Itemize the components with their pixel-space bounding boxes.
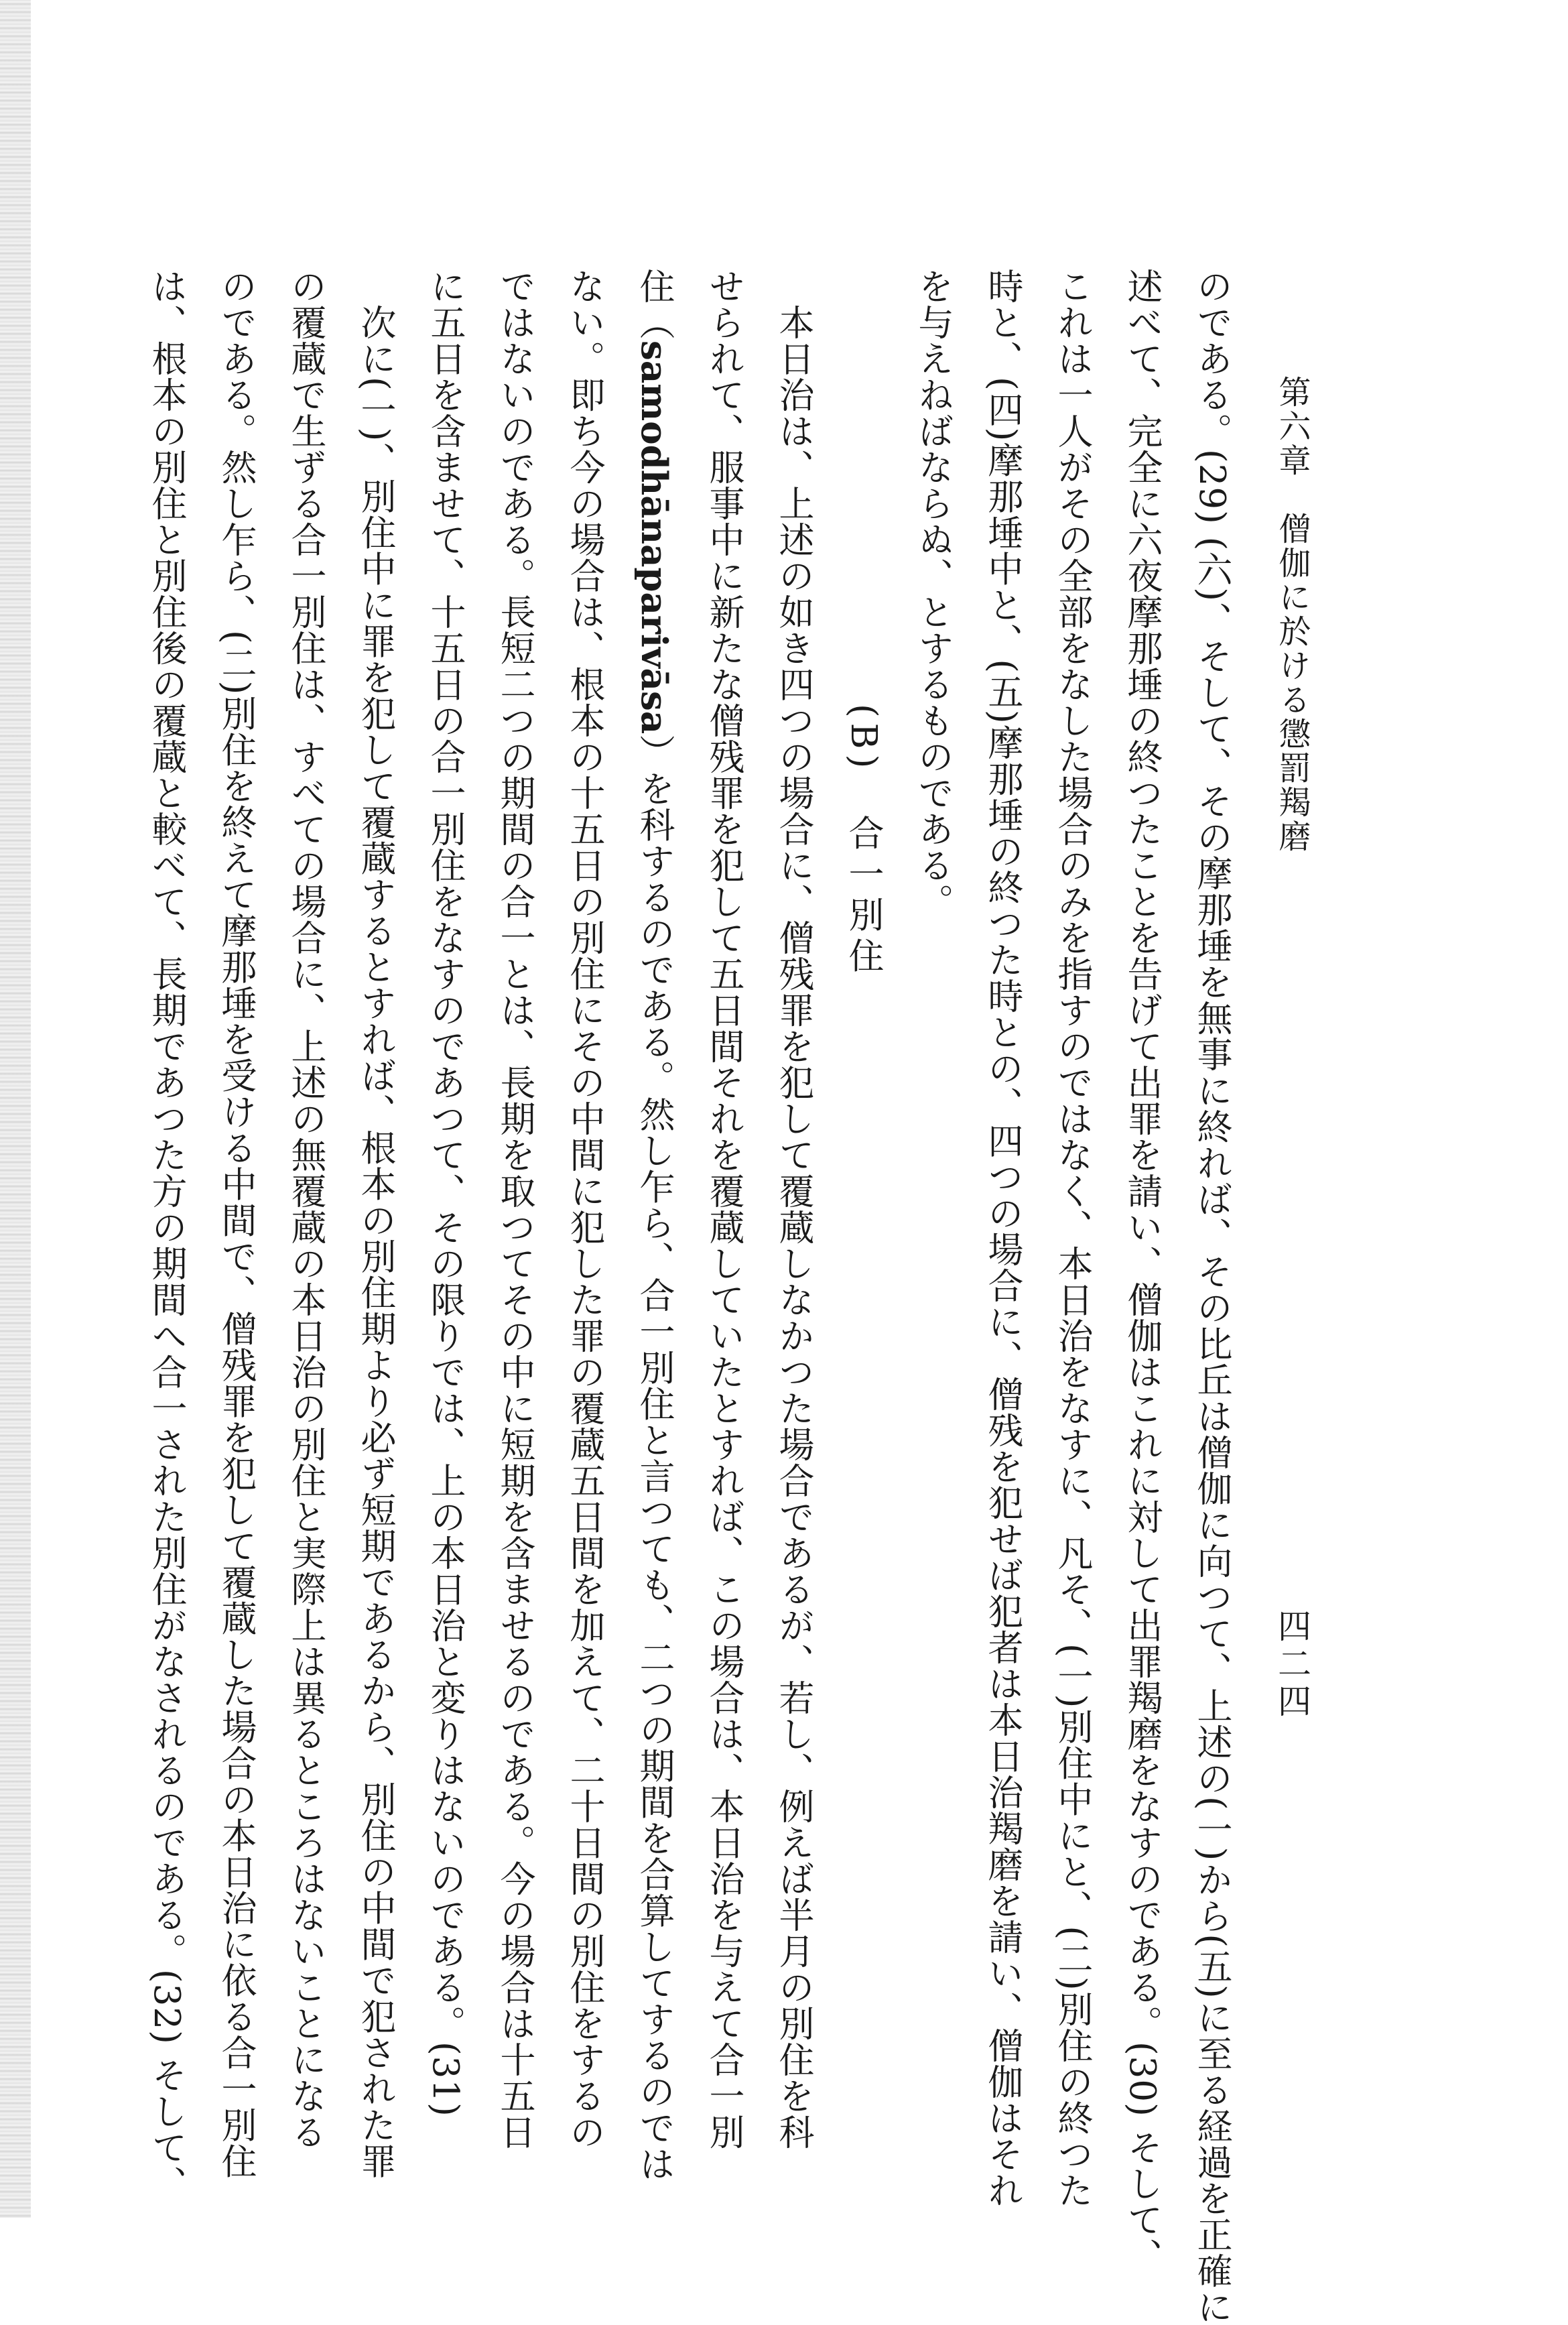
text-line: に五日を含ませて、十五日の合一別住をなすのであつて、その限りでは、上の本日治と変りはないのである。(31)	[425, 268, 466, 2117]
text-line: のである。然し乍ら、(二)別住を終えて摩那埵を受ける中間で、僧残罪を犯して覆蔵した場合の本日治に依る合一別住	[216, 268, 257, 2180]
text-line: ない。即ち今の場合は、根本の十五日の別住にその中間に犯した罪の覆蔵五日間を加えて、二十日間の別住をするの	[564, 268, 605, 2150]
section-heading: (B) 合一別住	[843, 704, 884, 979]
text-line: を与えねばならぬ、とするものである。	[913, 268, 954, 920]
text-line: ではないのである。長短二つの期間の合一とは、長期を取つてその中に短期を含ませるのである。今の場合は十五日	[495, 268, 535, 2150]
text-line: これは一人がその全部をなした場合のみを指すのではなく、本日治をなすに、凡そ、(一)別住中にと、(二)別住の終つた	[1052, 268, 1093, 2208]
sanskrit-term: samodhānaparivāsa	[633, 340, 675, 735]
text-fragment: 住（	[634, 268, 675, 340]
text-line	[619, 268, 689, 2182]
body-text	[131, 268, 1246, 2325]
text-fragment: ）を科するのである。然し乍ら、合一別住と言つても、二つの期間を合算してするのでは	[634, 734, 675, 2182]
text-line: は、根本の別住と別住後の覆蔵と較べて、長期であつた方の期間へ合一された別住がなされるのである。(32) そして、	[146, 268, 187, 2202]
text-line: 時と、(四)摩那埵中と、(五)摩那埵の終つた時との、四つの場合に、僧残を犯せば犯者は本日治羯磨を請い、僧伽はそれ	[982, 268, 1023, 2208]
text-line: 述べて、完全に六夜摩那埵の終つたことを告げて出罪を請い、僧伽はこれに対して出罪羯磨をなすのである。(30) そして、	[1122, 268, 1163, 2274]
text-line: の覆蔵で生ずる合一別住は、すべての場合に、上述の無覆蔵の本日治の別住と実際上は異るところはないことになる	[285, 268, 326, 2150]
text-line: 次に(一)、別住中に罪を犯して覆蔵するとすれば、根本の別住期より必ず短期であるから、別住の中間で犯された罪	[355, 268, 396, 2180]
text-line: 本日治は、上述の如き四つの場合に、僧残罪を犯して覆蔵しなかつた場合であるが、若し、例えば半月の別住を科	[773, 268, 814, 2150]
scan-binding-edge	[0, 0, 31, 2218]
text-line: せられて、服事中に新たな僧残罪を犯して五日間それを覆蔵していたとすれば、この場合は、本日治を与えて合一別	[704, 268, 744, 2150]
text-line: のである。(29) (六)、そして、その摩那埵を無事に終れば、その比丘は僧伽に向つて、上述の(一)から(五)に至る経過を正確に	[1191, 268, 1232, 2325]
page-number: 四二四	[1272, 1609, 1311, 1721]
running-header: 第六章 僧伽に於ける懲罰羯磨	[1273, 375, 1311, 854]
